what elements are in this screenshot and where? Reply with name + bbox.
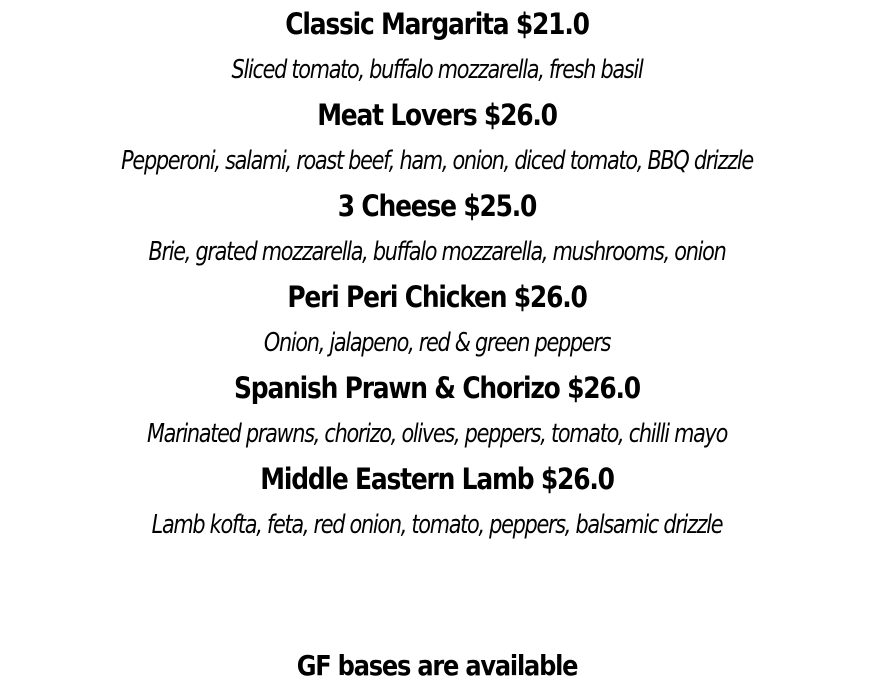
menu-item-title: Peri Peri Chicken $26.0 xyxy=(287,280,587,314)
menu-item-description: Onion, jalapeno, red & green peppers xyxy=(263,328,611,358)
gluten-free-note: GF bases are available xyxy=(296,649,578,682)
menu-item-description: Lamb kofta, feta, red onion, tomato, peppers, balsamic drizzle xyxy=(151,510,723,540)
menu-item-title: Spanish Prawn & Chorizo $26.0 xyxy=(234,371,640,405)
menu-item-title: Meat Lovers $26.0 xyxy=(317,98,557,132)
menu-item-description: Brie, grated mozzarella, buffalo mozzarella, mushrooms, onion xyxy=(148,237,726,267)
menu-item-description: Pepperoni, salami, roast beef, ham, onion, diced tomato, BBQ drizzle xyxy=(121,146,753,176)
menu-item-title: 3 Cheese $25.0 xyxy=(337,189,537,223)
menu-item-description: Sliced tomato, buffalo mozzarella, fresh basil xyxy=(231,55,643,85)
menu-item-title: Classic Margarita $21.0 xyxy=(285,7,589,41)
menu-item-description: Marinated prawns, chorizo, olives, peppers, tomato, chilli mayo xyxy=(146,419,728,449)
menu-item-title: Middle Eastern Lamb $26.0 xyxy=(260,462,614,496)
